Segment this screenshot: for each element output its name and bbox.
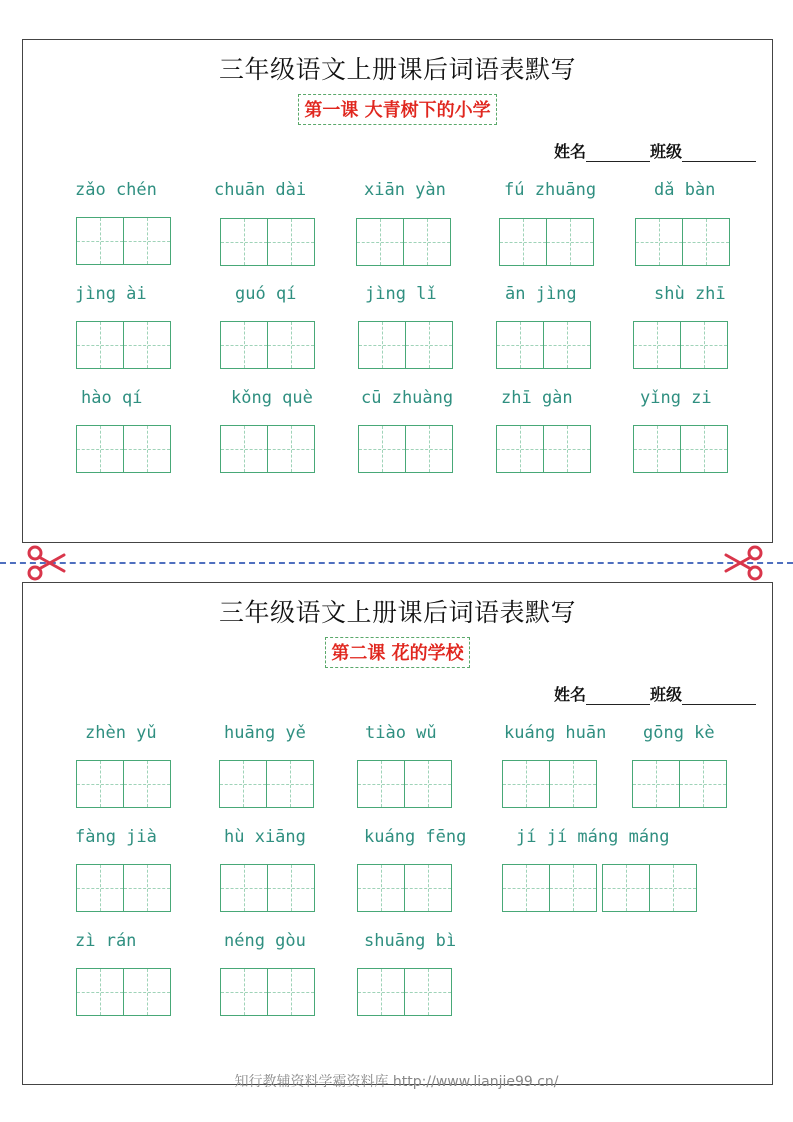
pinyin-text: shuāng bì	[364, 931, 457, 951]
class-blank	[682, 688, 756, 705]
pinyin-text: shù zhī	[654, 284, 726, 304]
writing-grid	[220, 968, 315, 1016]
name-label: 姓名	[553, 142, 586, 161]
name-blank	[586, 688, 650, 705]
pinyin-text: zì rán	[75, 931, 137, 951]
pinyin-text: yǐng zi	[640, 388, 712, 408]
writing-grid	[220, 321, 315, 369]
grid-cell	[499, 218, 547, 266]
writing-grid	[633, 425, 728, 473]
grid-cell	[267, 321, 315, 369]
grid-cell	[549, 760, 597, 808]
pinyin-text: zhī gàn	[501, 388, 573, 408]
grid-cell	[123, 968, 171, 1016]
grid-cell	[632, 760, 680, 808]
grid-cell	[649, 864, 697, 912]
writing-grid	[633, 321, 728, 369]
grid-cell	[220, 218, 268, 266]
pinyin-text: fú zhuāng	[504, 180, 597, 200]
grid-cell	[123, 321, 171, 369]
grid-cell	[602, 864, 650, 912]
grid-cell	[358, 321, 406, 369]
pinyin-text: néng gòu	[224, 931, 306, 951]
writing-grid	[219, 760, 314, 808]
writing-grid	[635, 218, 730, 266]
writing-grid	[499, 218, 594, 266]
pinyin-text: chuān dài	[214, 180, 307, 200]
pinyin-text: jí jí máng máng	[516, 827, 670, 847]
writing-grid	[220, 218, 315, 266]
grid-cell	[404, 864, 452, 912]
pinyin-text: xiān yàn	[364, 180, 446, 200]
name-label: 姓名	[553, 685, 586, 704]
writing-grid	[76, 217, 171, 265]
pinyin-text: cū zhuàng	[361, 388, 454, 408]
writing-grid	[496, 321, 591, 369]
name-class-line	[554, 682, 756, 705]
grid-cell	[404, 760, 452, 808]
pinyin-text: gōng kè	[643, 723, 715, 743]
grid-cell	[680, 425, 728, 473]
writing-grid	[76, 864, 171, 912]
grid-cell	[496, 321, 544, 369]
pinyin-text: dǎ bàn	[654, 180, 716, 200]
writing-grid	[632, 760, 727, 808]
lesson-heading: 第二课 花的学校	[325, 637, 469, 668]
pinyin-text: kuáng fēng	[364, 827, 467, 847]
pinyin-text: tiào wǔ	[365, 723, 437, 743]
writing-grid	[357, 760, 452, 808]
worksheet-panel-lesson-1	[22, 39, 773, 543]
grid-cell	[267, 864, 315, 912]
grid-cell	[543, 425, 591, 473]
grid-cell	[357, 760, 405, 808]
pinyin-text: huāng yě	[224, 723, 306, 743]
name-blank	[586, 145, 650, 162]
grid-cell	[680, 321, 728, 369]
worksheet-panel-lesson-2	[22, 582, 773, 1085]
grid-cell	[266, 760, 314, 808]
pinyin-text: ān jìng	[505, 284, 577, 304]
writing-grid	[76, 321, 171, 369]
grid-cell	[546, 218, 594, 266]
grid-cell	[76, 864, 124, 912]
writing-grid	[356, 218, 451, 266]
writing-grid	[76, 760, 171, 808]
grid-cell	[405, 321, 453, 369]
pinyin-text: zǎo chén	[75, 180, 157, 200]
writing-grid	[220, 864, 315, 912]
scissors-icon	[724, 545, 764, 581]
pinyin-text: jìng lǐ	[365, 284, 437, 304]
grid-cell	[682, 218, 730, 266]
grid-cell	[357, 968, 405, 1016]
scissors-icon	[26, 545, 66, 581]
writing-grid	[357, 864, 452, 912]
writing-grid	[220, 425, 315, 473]
grid-cell	[219, 760, 267, 808]
grid-cell	[76, 968, 124, 1016]
grid-cell	[267, 218, 315, 266]
grid-cell	[220, 864, 268, 912]
grid-cell	[633, 425, 681, 473]
pinyin-text: jìng ài	[75, 284, 147, 304]
pinyin-text: guó qí	[235, 284, 297, 304]
grid-cell	[358, 425, 406, 473]
pinyin-text: kuáng huān	[504, 723, 607, 743]
grid-cell	[220, 968, 268, 1016]
grid-cell	[123, 864, 171, 912]
grid-cell	[76, 760, 124, 808]
grid-cell	[496, 425, 544, 473]
footer-watermark: 知行教辅资料学霸资料库 http://www.lianjie99.cn/	[234, 1074, 559, 1090]
grid-cell	[403, 218, 451, 266]
grid-cell	[267, 968, 315, 1016]
grid-cell	[123, 760, 171, 808]
writing-grid	[358, 321, 453, 369]
grid-cell	[543, 321, 591, 369]
writing-grid	[76, 968, 171, 1016]
writing-grid	[502, 760, 597, 808]
cut-line	[0, 562, 793, 564]
writing-grid	[496, 425, 591, 473]
pinyin-text: hào qí	[81, 388, 143, 408]
grid-cell	[76, 217, 124, 265]
grid-cell	[502, 864, 550, 912]
grid-cell	[76, 321, 124, 369]
worksheet-title: 三年级语文上册课后词语表默写	[218, 598, 576, 627]
grid-cell	[502, 760, 550, 808]
class-label: 班级	[649, 685, 682, 704]
writing-grid	[502, 864, 697, 912]
grid-cell	[679, 760, 727, 808]
grid-cell	[123, 217, 171, 265]
writing-grid	[357, 968, 452, 1016]
class-blank	[682, 145, 756, 162]
grid-cell	[357, 864, 405, 912]
grid-cell	[549, 864, 597, 912]
writing-grid	[358, 425, 453, 473]
grid-cell	[76, 425, 124, 473]
class-label: 班级	[649, 142, 682, 161]
name-class-line	[554, 139, 756, 162]
pinyin-text: fàng jià	[75, 827, 157, 847]
pinyin-text: hù xiāng	[224, 827, 306, 847]
pinyin-text: zhèn yǔ	[85, 723, 157, 743]
worksheet-title: 三年级语文上册课后词语表默写	[218, 55, 576, 84]
pinyin-text: kǒng què	[231, 388, 313, 408]
lesson-heading: 第一课 大青树下的小学	[298, 94, 496, 125]
grid-cell	[404, 968, 452, 1016]
grid-cell	[356, 218, 404, 266]
grid-cell	[633, 321, 681, 369]
grid-cell	[405, 425, 453, 473]
grid-cell	[635, 218, 683, 266]
grid-cell	[220, 321, 268, 369]
grid-cell	[123, 425, 171, 473]
writing-grid	[76, 425, 171, 473]
grid-cell	[220, 425, 268, 473]
grid-cell	[267, 425, 315, 473]
